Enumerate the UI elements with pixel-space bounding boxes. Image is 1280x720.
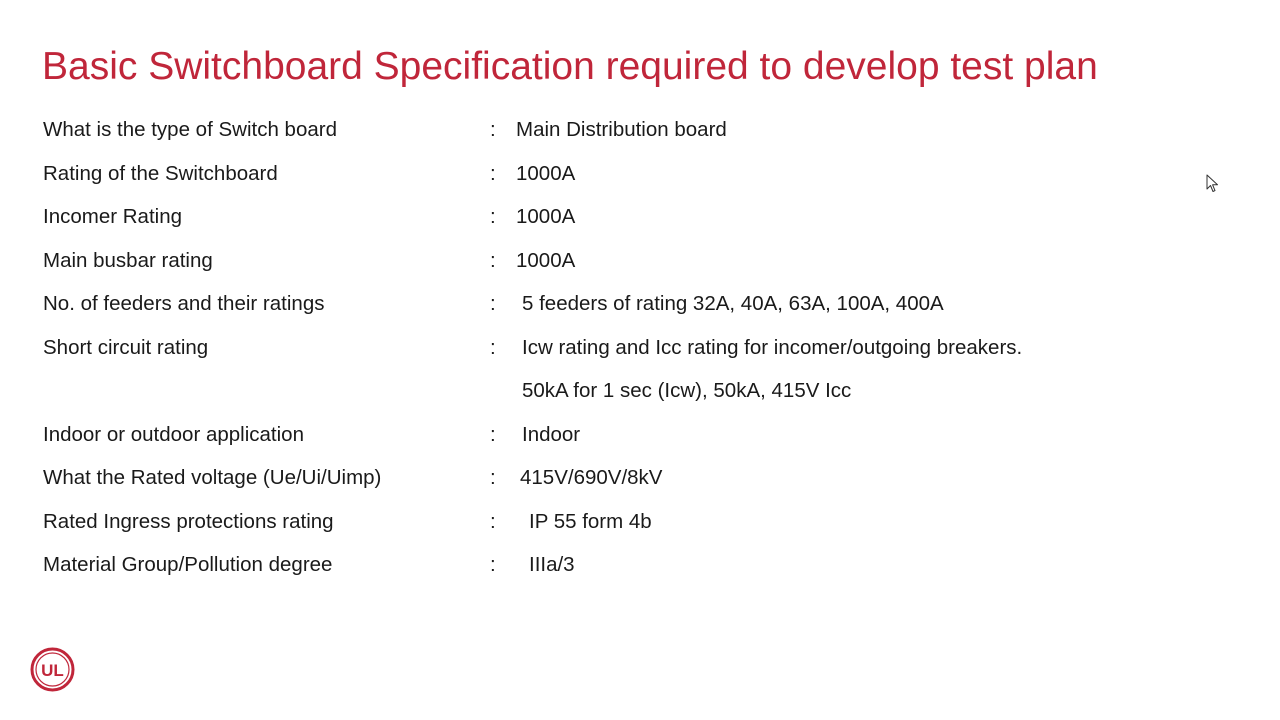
spec-label: What is the type of Switch board	[43, 118, 337, 141]
spec-label: Rating of the Switchboard	[43, 161, 278, 185]
spec-separator: :	[490, 422, 496, 446]
spec-label: Short circuit rating	[43, 335, 209, 359]
ul-logo	[30, 647, 75, 692]
spec-label: Incomer Rating	[43, 205, 183, 228]
spec-separator: :	[490, 292, 496, 315]
spec-separator: :	[490, 205, 496, 228]
spec-separator: :	[490, 509, 496, 533]
spec-value: 1000A	[516, 205, 576, 228]
spec-separator: :	[490, 553, 496, 576]
spec-separator: :	[490, 161, 496, 185]
spec-label: Material Group/Pollution degree	[43, 553, 333, 576]
spec-value: 1000A	[516, 161, 576, 185]
spec-label: Rated Ingress protections rating	[43, 509, 334, 533]
spec-value: 50kA for 1 sec (Icw), 50kA, 415V Icc	[522, 379, 852, 402]
spec-value: IIIa/3	[529, 553, 575, 576]
spec-value: Icw rating and Icc rating for incomer/outgoing breakers.	[522, 335, 1023, 359]
spec-label: What the Rated voltage (Ue/Ui/Uimp)	[43, 466, 382, 489]
spec-value: Main Distribution board	[516, 118, 727, 141]
spec-value: 415V/690V/8kV	[520, 466, 663, 489]
ul-logo-text: UL	[41, 661, 64, 680]
spec-label: No. of feeders and their ratings	[43, 292, 325, 315]
spec-value: 1000A	[516, 248, 576, 272]
spec-separator: :	[490, 466, 496, 489]
spec-value: 5 feeders of rating 32A, 40A, 63A, 100A, 400A	[522, 292, 944, 315]
slide-title: Basic Switchboard Specification required to develop test plan	[42, 45, 1098, 88]
spec-separator: :	[490, 118, 496, 141]
spec-label: Main busbar rating	[43, 248, 213, 272]
spec-separator: :	[490, 335, 496, 359]
mouse-pointer-icon	[1206, 174, 1220, 194]
spec-value: Indoor	[522, 422, 581, 446]
spec-separator: :	[490, 248, 496, 272]
spec-label: Indoor or outdoor application	[43, 422, 304, 446]
spec-value: IP 55 form 4b	[529, 509, 652, 533]
